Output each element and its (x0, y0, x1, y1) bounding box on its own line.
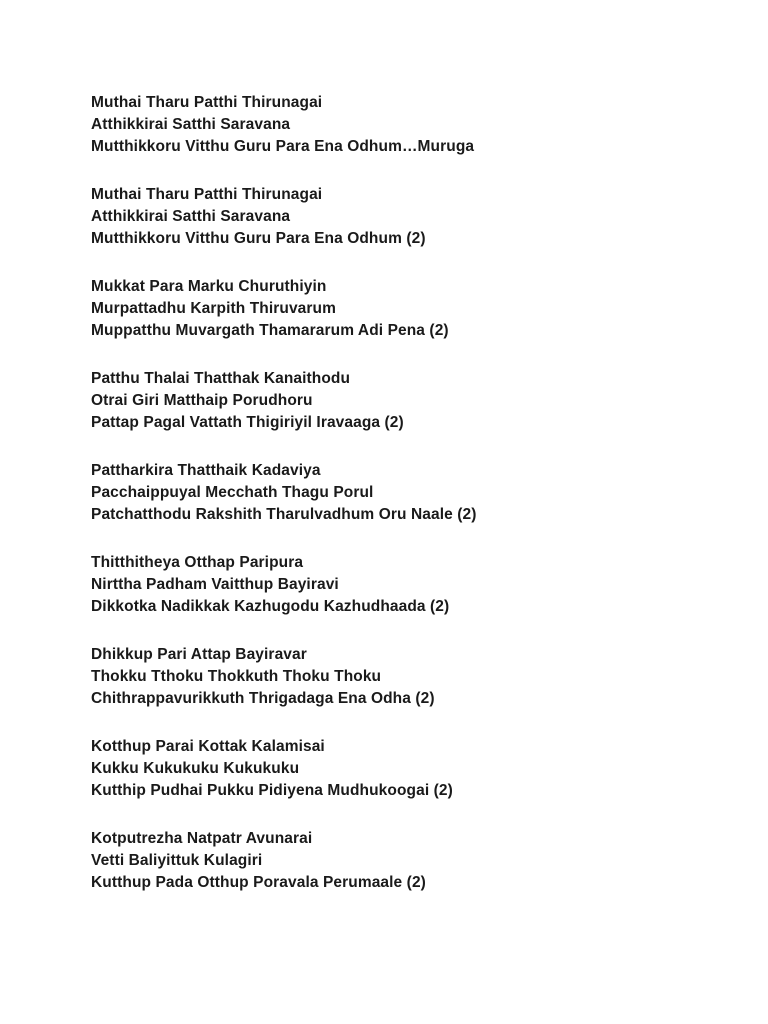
stanza-2 (91, 184, 731, 250)
lyric-line: Kotthup Parai Kottak Kalamisai (91, 738, 325, 755)
stanza-9 (91, 828, 731, 894)
stanza-3 (91, 276, 731, 342)
stanza-8 (91, 736, 731, 802)
lyric-line: Dhikkup Pari Attap Bayiravar (91, 646, 307, 663)
stanza-5 (91, 460, 731, 526)
lyric-line: Kutthup Pada Otthup Poravala Perumaale (2) (91, 874, 426, 891)
lyric-line: Kotputrezha Natpatr Avunarai (91, 830, 313, 847)
stanza-1 (91, 92, 731, 158)
lyric-line: Mutthikkoru Vitthu Guru Para Ena Odhum (2) (91, 230, 426, 247)
lyric-line: Otrai Giri Matthaip Porudhoru (91, 392, 313, 409)
lyric-line: Muthai Tharu Patthi Thirunagai (91, 94, 323, 111)
lyric-line: Kukku Kukukuku Kukukuku (91, 760, 300, 777)
lyric-line: Patthu Thalai Thatthak Kanaithodu (91, 370, 351, 387)
lyric-line: Thitthitheya Otthap Paripura (91, 554, 304, 571)
lyric-line: Mutthikkoru Vitthu Guru Para Ena Odhum…Muruga (91, 138, 475, 155)
lyric-line: Muthai Tharu Patthi Thirunagai (91, 186, 323, 203)
lyric-line: Pattap Pagal Vattath Thigiriyil Iravaaga (2) (91, 414, 404, 431)
lyric-line: Patchatthodu Rakshith Tharulvadhum Oru Naale (2) (91, 506, 477, 523)
lyric-line: Murpattadhu Karpith Thiruvarum (91, 300, 336, 317)
lyric-line: Thokku Tthoku Thokkuth Thoku Thoku (91, 668, 382, 685)
lyric-line: Atthikkirai Satthi Saravana (91, 116, 291, 133)
lyric-line: Kutthip Pudhai Pukku Pidiyena Mudhukoogai (2) (91, 782, 453, 799)
lyric-line: Chithrappavurikkuth Thrigadaga Ena Odha (2) (91, 690, 435, 707)
stanza-7 (91, 644, 731, 710)
lyric-line: Atthikkirai Satthi Saravana (91, 208, 291, 225)
lyric-line: Vetti Baliyittuk Kulagiri (91, 852, 263, 869)
lyric-line: Pattharkira Thatthaik Kadaviya (91, 462, 321, 479)
lyric-line: Pacchaippuyal Mecchath Thagu Porul (91, 484, 374, 501)
stanza-6 (91, 552, 731, 618)
lyric-line: Muppatthu Muvargath Thamararum Adi Pena (2) (91, 322, 449, 339)
lyric-line: Mukkat Para Marku Churuthiyin (91, 278, 327, 295)
stanza-4 (91, 368, 731, 434)
lyrics-body (91, 92, 731, 920)
lyric-line: Nirttha Padham Vaitthup Bayiravi (91, 576, 339, 593)
lyric-line: Dikkotka Nadikkak Kazhugodu Kazhudhaada (2) (91, 598, 450, 615)
